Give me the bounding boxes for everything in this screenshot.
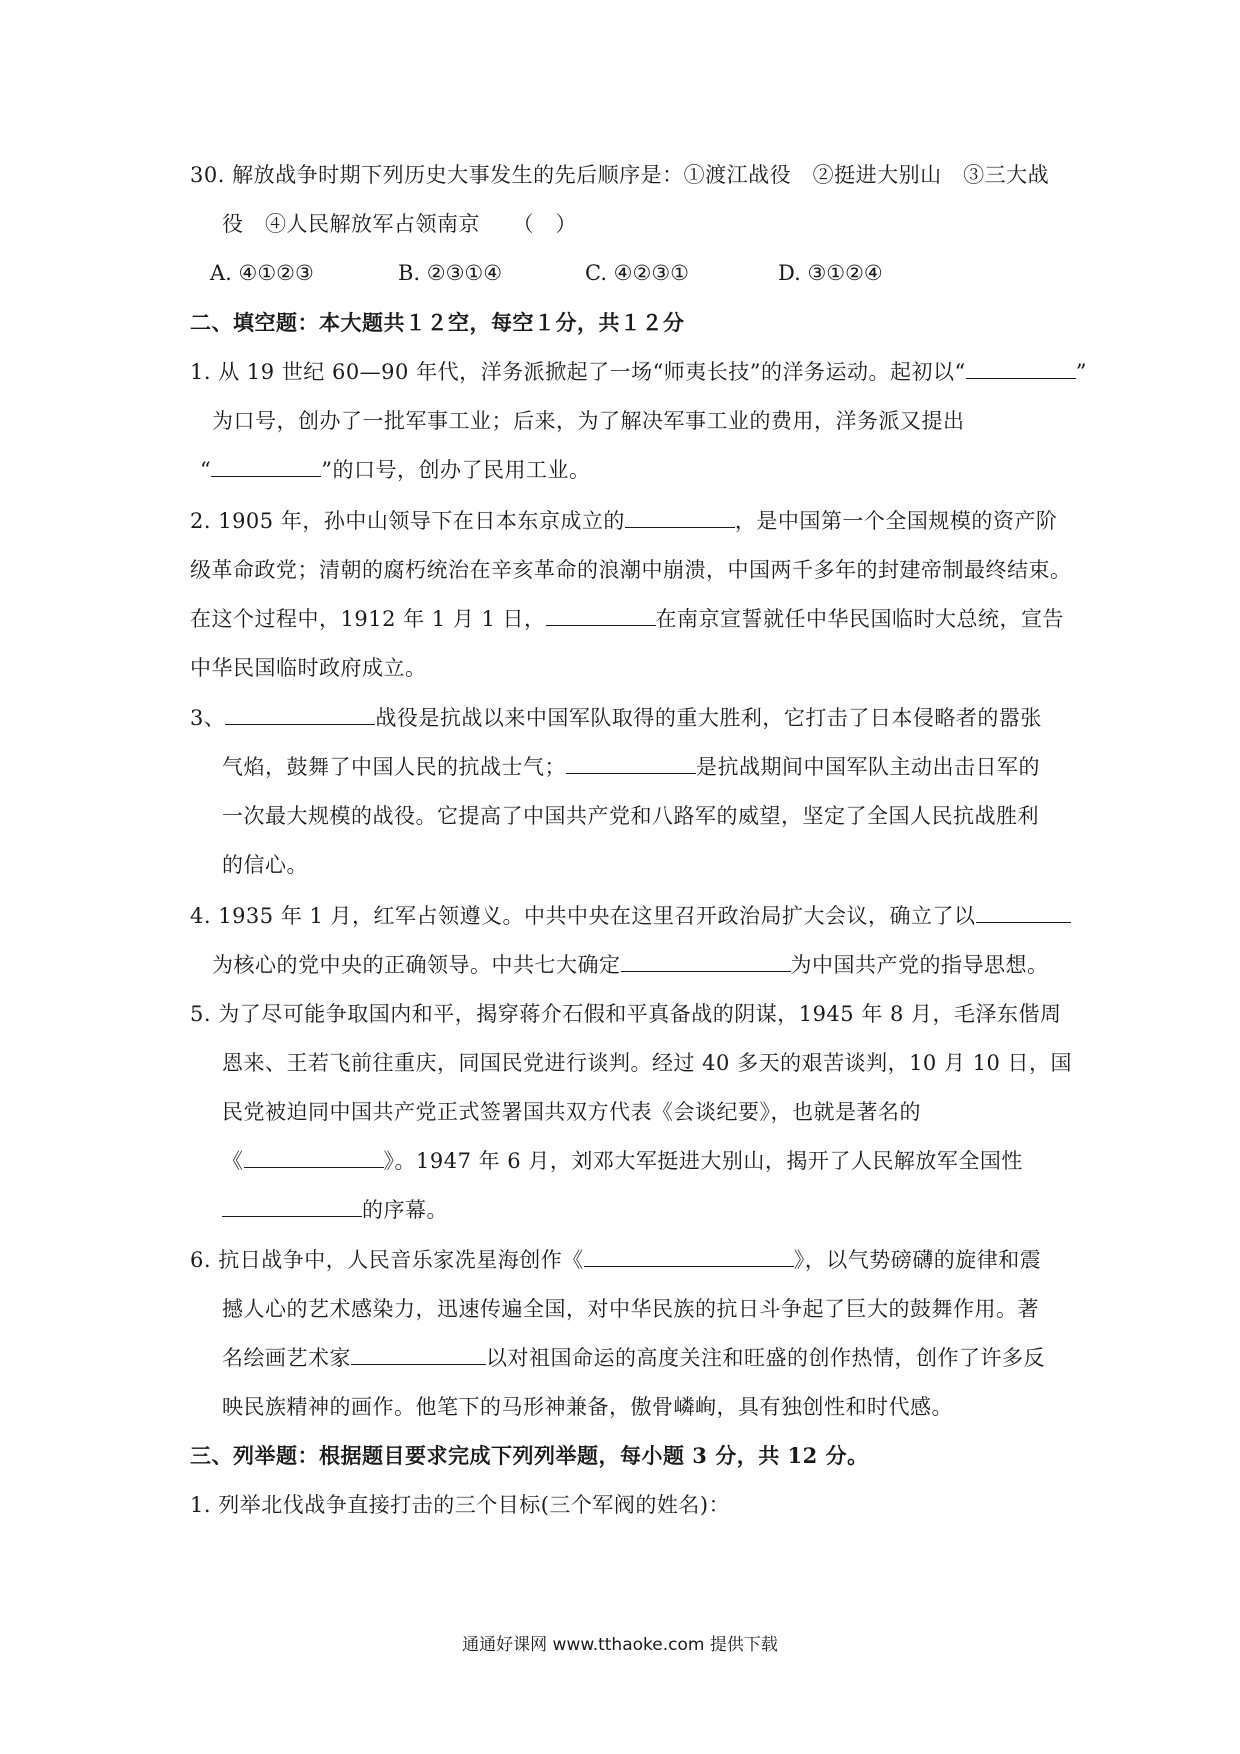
fill-q5-line2: 恩来、王若飞前往重庆，同国民党进行谈判。经过 40 多天的艰苦谈判，10 月 10 日，国 <box>222 1051 1073 1075</box>
fill-q1-text-a: 1. 从 19 世纪 60—90 年代，洋务派掀起了一场“师夷长技”的洋务运动。起初以“ <box>190 360 966 384</box>
fill-q6-text-a: 6. 抗日战争中，人民音乐家冼星海创作《 <box>190 1248 584 1272</box>
fill-q2-line1 <box>190 506 1057 536</box>
fill-q5-blank-1[interactable] <box>244 1147 384 1168</box>
fill-q1-line3 <box>200 455 591 485</box>
fill-q3-blank-2[interactable] <box>566 753 696 774</box>
q30-stem-line1: 30. 解放战争时期下列历史大事发生的先后顺序是：①渡江战役 ②挺进大别山 ③三大战 <box>190 163 1050 187</box>
fill-q1-line1 <box>190 357 1087 387</box>
fill-q5-text-f: 的序幕。 <box>362 1198 448 1222</box>
fill-q6-text-e: 以对祖国命运的高度关注和旺盛的创作热情，创作了许多反 <box>486 1346 1045 1370</box>
fill-q3-line3: 一次最大规模的战役。它提高了中国共产党和八路军的威望，坚定了全国人民抗战胜利 <box>222 804 1039 828</box>
fill-q2-line3 <box>190 604 1064 634</box>
fill-q4-blank-1[interactable] <box>976 902 1071 923</box>
fill-q5-text-e: 》。1947 年 6 月，刘邓大军挺进大别山，揭开了人民解放军全国性 <box>383 1149 1023 1173</box>
section-heading-fill-in: 二、填空题：本大题共１２空，每空１分，共１２分 <box>190 310 685 335</box>
fill-q6-text-b: 》，以气势磅礴的旋律和震 <box>793 1248 1042 1272</box>
fill-q5-blank-2[interactable] <box>222 1196 362 1217</box>
fill-q6-line4: 映民族精神的画作。他笔下的马形神兼备，傲骨嶙峋，具有独创性和时代感。 <box>222 1395 953 1419</box>
fill-q2-line2: 级革命政党；清朝的腐朽统治在辛亥革命的浪潮中崩溃，中国两千多年的封建帝制最终结束。 <box>190 558 1072 582</box>
fill-q3-text-c: 气焰，鼓舞了中国人民的抗战士气； <box>222 755 566 779</box>
q30-stem-line2: 役 ④人民解放军占领南京 （ ） <box>222 212 577 236</box>
fill-q2-text-e: 在南京宣誓就任中华民国临时大总统，宣告 <box>655 607 1065 631</box>
fill-q6-line2: 撼人心的艺术感染力，迅速传遍全国，对中华民族的抗日斗争起了巨大的鼓舞作用。著 <box>222 1297 1039 1321</box>
fill-q1-blank-2[interactable] <box>211 456 321 477</box>
fill-q5-line3: 民党被迫同中国共产党正式签署国共双方代表《会谈纪要》，也就是著名的 <box>222 1100 921 1124</box>
fill-q3-line2 <box>222 752 1040 782</box>
fill-q3-text-a: 3、 <box>190 706 226 730</box>
fill-q2-text-d: 在这个过程中，1912 年 1 月 1 日， <box>190 607 546 631</box>
fill-q4-text-b: 为核心的党中央的正确领导。中共七大确定 <box>212 953 621 977</box>
fill-q5-line1: 5. 为了尽可能争取国内和平，揭穿蒋介石假和平真备战的阴谋，1945 年 8 月，毛泽东偕周 <box>190 1002 1062 1026</box>
fill-q1-text-b: ” <box>1075 360 1088 384</box>
q30-option-b: B. ②③①④ <box>398 261 503 285</box>
fill-q2-text-b: ，是中国第一个全国规模的资产阶 <box>734 509 1058 533</box>
section-heading-list: 三、列举题：根据题目要求完成下列列举题，每小题 3 分，共 12 分。 <box>190 1443 869 1468</box>
fill-q4-line2 <box>212 950 1049 980</box>
fill-q2-line4: 中华民国临时政府成立。 <box>190 656 427 680</box>
fill-q3-blank-1[interactable] <box>225 704 375 725</box>
fill-q6-text-d: 名绘画艺术家 <box>222 1346 351 1370</box>
q30-option-d: D. ③①②④ <box>778 261 883 285</box>
fill-q1-line2: 为口号，创办了一批军事工业；后来，为了解决军事工业的费用，洋务派又提出 <box>212 409 965 433</box>
fill-q3-line1 <box>190 703 1042 733</box>
fill-q5-line5 <box>222 1195 448 1225</box>
fill-q4-text-a: 4. 1935 年 1 月，红军占领遵义。中共中央在这里召开政治局扩大会议，确立了以 <box>190 904 976 928</box>
fill-q2-blank-1[interactable] <box>625 507 735 528</box>
fill-q6-line3 <box>222 1343 1045 1373</box>
fill-q1-blank-1[interactable] <box>966 358 1076 379</box>
fill-q6-blank-2[interactable] <box>351 1344 486 1365</box>
page-footer: 通通好课网 www.tthaoke.com 提供下载 <box>462 1635 778 1655</box>
fill-q6-blank-1[interactable] <box>584 1246 794 1267</box>
list-q1-line1: 1. 列举北伐战争直接打击的三个目标(三个军阀的姓名)： <box>190 1493 731 1517</box>
fill-q3-line4: 的信心。 <box>222 853 308 877</box>
fill-q4-text-c: 为中国共产党的指导思想。 <box>790 953 1049 977</box>
fill-q4-blank-2[interactable] <box>621 951 791 972</box>
fill-q2-text-a: 2. 1905 年，孙中山领导下在日本东京成立的 <box>190 509 625 533</box>
q30-option-c: C. ④②③① <box>585 261 689 285</box>
q30-option-a: A. ④①②③ <box>210 261 314 285</box>
fill-q1-text-d: “ <box>200 458 212 482</box>
fill-q5-text-d: 《 <box>222 1149 244 1173</box>
fill-q3-text-d: 是抗战期间中国军队主动出击日军的 <box>696 755 1040 779</box>
fill-q6-line1 <box>190 1245 1041 1275</box>
fill-q5-line4 <box>222 1146 1023 1176</box>
fill-q2-blank-2[interactable] <box>546 605 656 626</box>
fill-q4-line1 <box>190 901 1071 931</box>
fill-q1-text-e: ”的口号，创办了民用工业。 <box>321 458 591 482</box>
fill-q3-text-b: 战役是抗战以来中国军队取得的重大胜利，它打击了日本侵略者的嚣张 <box>375 706 1042 730</box>
